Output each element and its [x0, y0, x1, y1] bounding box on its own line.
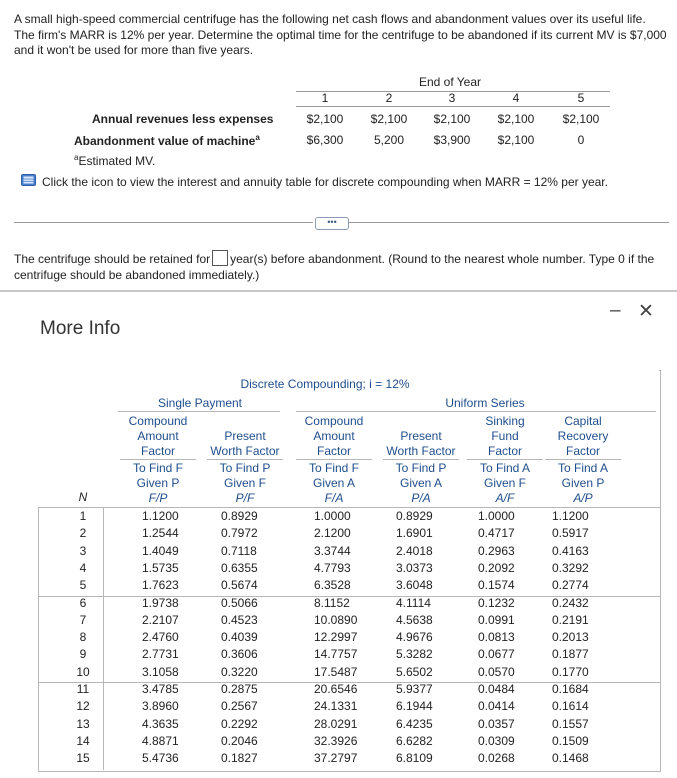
row-n: 8: [79, 630, 87, 645]
factor-value: 5.6502: [396, 664, 433, 679]
row-n: 1: [79, 509, 87, 523]
factor-value: 0.1574: [478, 578, 515, 593]
cashflow-cell: 5,200: [373, 133, 405, 147]
factor-value: 0.1468: [552, 751, 589, 766]
uniform-series-header: Uniform Series: [445, 396, 525, 410]
column-given: Given P: [561, 476, 605, 490]
factor-value: 2.1200: [314, 526, 351, 541]
column-name: Present: [224, 429, 266, 443]
factor-value: 0.2092: [478, 560, 515, 575]
abandonment-row-label: Abandonment value of machine$^a$: [74, 133, 260, 148]
info-link-text[interactable]: Click the icon to view the interest and annuity table for discrete compounding when MARR = 12% per year.: [42, 175, 608, 189]
factor-value: 0.6355: [221, 560, 258, 575]
year-header: 4: [512, 91, 520, 105]
column-name: Compound: [304, 414, 364, 428]
factor-value: 0.3220: [221, 664, 258, 679]
row-n: 11: [76, 682, 90, 696]
column-given: Given A: [312, 476, 356, 490]
factor-value: 0.8929: [221, 509, 258, 523]
column-name: Compound: [128, 414, 188, 428]
column-name: Factor: [316, 444, 351, 458]
row-n: 12: [76, 699, 90, 714]
factor-value: 0.1232: [478, 595, 515, 610]
column-find: To Find P: [219, 461, 271, 475]
factor-value: 0.7118: [221, 543, 257, 558]
year-header: 1: [321, 91, 329, 105]
factor-value: 1.0000: [314, 509, 351, 523]
factor-value: 0.2292: [221, 716, 258, 731]
factor-value: 0.1557: [552, 716, 589, 731]
column-name: Capital: [564, 414, 602, 428]
column-given: Given A: [399, 476, 443, 490]
factor-value: 0.4039: [221, 630, 258, 645]
factor-value: 4.3635: [142, 716, 179, 731]
factor-value: 1.1200: [552, 509, 589, 523]
factor-value: 37.2797: [314, 751, 358, 766]
column-name: Fund: [491, 429, 519, 443]
modal-title: More Info: [40, 318, 121, 339]
column-name: Amount: [313, 429, 355, 443]
factor-value: 4.7793: [314, 560, 351, 575]
row-n: 9: [79, 647, 87, 662]
column-find: To Find F: [132, 461, 183, 475]
problem-statement: A small high-speed commercial centrifuge has the following net cash flows and abandonment values over its useful life. The firm's MARR is 12% per year. Determine the optimal time for the centrifuge to be abandoned if its current MV is $7,000 and it won't be used for more than five years.: [14, 12, 667, 57]
factor-value: 2.4018: [396, 543, 433, 558]
factor-value: 4.1114: [396, 595, 431, 610]
footnote: $^a$Estimated MV.: [74, 153, 156, 168]
expand-button[interactable]: •••: [315, 217, 349, 230]
factor-value: 0.0484: [478, 682, 515, 696]
factor-value: 8.1152: [314, 595, 350, 610]
factor-value: 0.1614: [552, 699, 589, 714]
column-symbol: P/F: [235, 491, 255, 505]
row-n: 6: [79, 595, 87, 610]
factor-value: 0.2013: [552, 630, 589, 645]
factor-value: 0.5917: [552, 526, 589, 541]
column-given: Given P: [136, 476, 180, 490]
factor-value: 0.1509: [552, 733, 589, 748]
column-name: Sinking: [485, 414, 525, 428]
answer-input[interactable]: [212, 250, 228, 266]
factor-value: 1.5735: [142, 560, 179, 575]
factor-value: 1.1200: [142, 509, 179, 523]
factor-value: 5.3282: [396, 647, 433, 662]
column-name: Amount: [137, 429, 179, 443]
factor-value: 0.2567: [221, 699, 258, 714]
factor-value: 24.1331: [314, 699, 358, 714]
factor-value: 0.1684: [552, 682, 589, 696]
n-header: N: [78, 490, 88, 504]
factor-value: 4.9676: [396, 630, 433, 645]
factor-value: 0.0991: [478, 612, 515, 627]
cashflow-cell: $6,300: [306, 133, 344, 147]
factor-value: 0.0677: [478, 647, 515, 662]
factor-value: 0.0309: [478, 733, 515, 748]
row-n: 2: [79, 526, 87, 541]
cashflow-cell: $2,100: [497, 112, 535, 126]
factor-value: 0.4163: [552, 543, 589, 558]
column-name: Factor: [565, 444, 600, 458]
factor-value: 0.5674: [221, 578, 258, 593]
factor-value: 32.3926: [314, 733, 358, 748]
single-payment-header: Single Payment: [157, 396, 243, 410]
column-name: Present: [400, 429, 442, 443]
column-name: Recovery: [557, 429, 609, 443]
column-symbol: F/A: [324, 491, 344, 505]
factor-value: 6.8109: [396, 751, 433, 766]
factor-value: 3.8960: [142, 699, 179, 714]
column-symbol: A/P: [573, 491, 593, 505]
close-icon[interactable]: ✕: [638, 301, 654, 322]
factor-value: 14.7757: [314, 647, 358, 662]
factor-value: 0.7972: [221, 526, 258, 541]
factor-value: 0.1827: [221, 751, 258, 766]
factor-value: 0.2046: [221, 733, 258, 748]
factor-value: 12.2997: [314, 630, 358, 645]
factor-value: 0.1770: [552, 664, 589, 679]
factor-value: 0.8929: [396, 509, 433, 523]
year-header: 5: [577, 91, 585, 105]
answer-prompt: The centrifuge should be retained for year(s) before abandonment. (Round to the nearest whole number. Type 0 if the centrifuge should be abandoned immediately.): [14, 252, 655, 282]
factor-value: 28.0291: [314, 716, 358, 731]
minimize-icon[interactable]: –: [610, 300, 621, 321]
factor-value: 1.7623: [142, 578, 179, 593]
row-n: 3: [79, 543, 87, 558]
table-icon[interactable]: [21, 174, 36, 186]
revenues-row-label: Annual revenues less expenses: [92, 112, 274, 126]
cashflow-cell: $2,100: [497, 133, 535, 147]
factor-value: 0.2432: [552, 595, 589, 610]
factor-value: 1.2544: [142, 526, 179, 541]
factor-value: 1.4049: [142, 543, 179, 558]
column-find: To Find A: [557, 461, 609, 475]
factor-value: 0.2963: [478, 543, 515, 558]
row-n: 10: [76, 664, 90, 679]
factor-value: 1.6901: [396, 526, 433, 541]
column-name: Factor: [140, 444, 175, 458]
factor-value: 10.0890: [314, 612, 358, 627]
factor-value: 6.3528: [314, 578, 351, 593]
factor-value: 4.5638: [396, 612, 433, 627]
factor-value: 3.1058: [142, 664, 179, 679]
cashflow-cell: $3,900: [433, 133, 471, 147]
factor-value: 5.9377: [396, 682, 433, 696]
year-header: 3: [448, 91, 456, 105]
column-name: Worth Factor: [386, 444, 456, 458]
factor-value: 0.2875: [221, 682, 258, 696]
factor-value: 0.3292: [552, 560, 589, 575]
factor-value: 0.0813: [478, 630, 515, 645]
factor-value: 5.4736: [142, 751, 179, 766]
row-n: 13: [76, 716, 90, 731]
row-n: 7: [79, 612, 87, 627]
factor-value: 2.7731: [142, 647, 179, 662]
row-n: 5: [79, 578, 87, 593]
cashflow-cell: $2,100: [433, 112, 471, 126]
factor-value: 1.9738: [142, 595, 179, 610]
interest-table-title: Discrete Compounding; i = 12%: [240, 377, 410, 391]
factor-value: 0.4717: [478, 526, 515, 541]
factor-value: 2.4760: [142, 630, 179, 645]
factor-value: 6.6282: [396, 733, 433, 748]
cashflow-cell: $2,100: [562, 112, 600, 126]
column-symbol: F/P: [148, 491, 168, 505]
cashflow-cell: $2,100: [370, 112, 408, 126]
column-find: To Find P: [395, 461, 447, 475]
factor-value: 0.0414: [478, 699, 515, 714]
factor-value: 6.1944: [396, 699, 433, 714]
column-symbol: A/F: [495, 491, 515, 505]
factor-value: 0.3606: [221, 647, 258, 662]
factor-value: 0.2191: [552, 612, 589, 627]
factor-value: 0.5066: [221, 595, 258, 610]
factor-value: 3.3744: [314, 543, 351, 558]
cashflow-cell: 0: [577, 133, 585, 147]
factor-value: 0.2774: [552, 578, 589, 593]
column-find: To Find A: [479, 461, 531, 475]
factor-value: 3.0373: [396, 560, 433, 575]
factor-value: 2.2107: [142, 612, 179, 627]
column-given: Given F: [483, 476, 526, 490]
factor-value: 1.0000: [478, 509, 515, 523]
factor-value: 0.4523: [221, 612, 258, 627]
factor-value: 4.8871: [142, 733, 179, 748]
cashflow-cell: $2,100: [306, 112, 344, 126]
row-n: 14: [76, 733, 90, 748]
factor-value: 0.1877: [552, 647, 589, 662]
factor-value: 3.6048: [396, 578, 433, 593]
factor-value: 0.0268: [478, 751, 515, 766]
year-header: 2: [385, 91, 393, 105]
factor-value: 0.0357: [478, 716, 515, 731]
end-of-year-header: End of Year: [418, 75, 482, 89]
column-given: Given F: [223, 476, 266, 490]
factor-value: 20.6546: [314, 682, 358, 696]
column-name: Worth Factor: [210, 444, 280, 458]
column-name: Factor: [487, 444, 522, 458]
factor-value: 6.4235: [396, 716, 433, 731]
row-n: 4: [79, 560, 87, 575]
column-symbol: P/A: [411, 491, 431, 505]
factor-value: 3.4785: [142, 682, 179, 696]
factor-value: 17.5487: [314, 664, 358, 679]
factor-value: 0.0570: [478, 664, 515, 679]
row-n: 15: [76, 751, 90, 766]
column-find: To Find F: [308, 461, 359, 475]
